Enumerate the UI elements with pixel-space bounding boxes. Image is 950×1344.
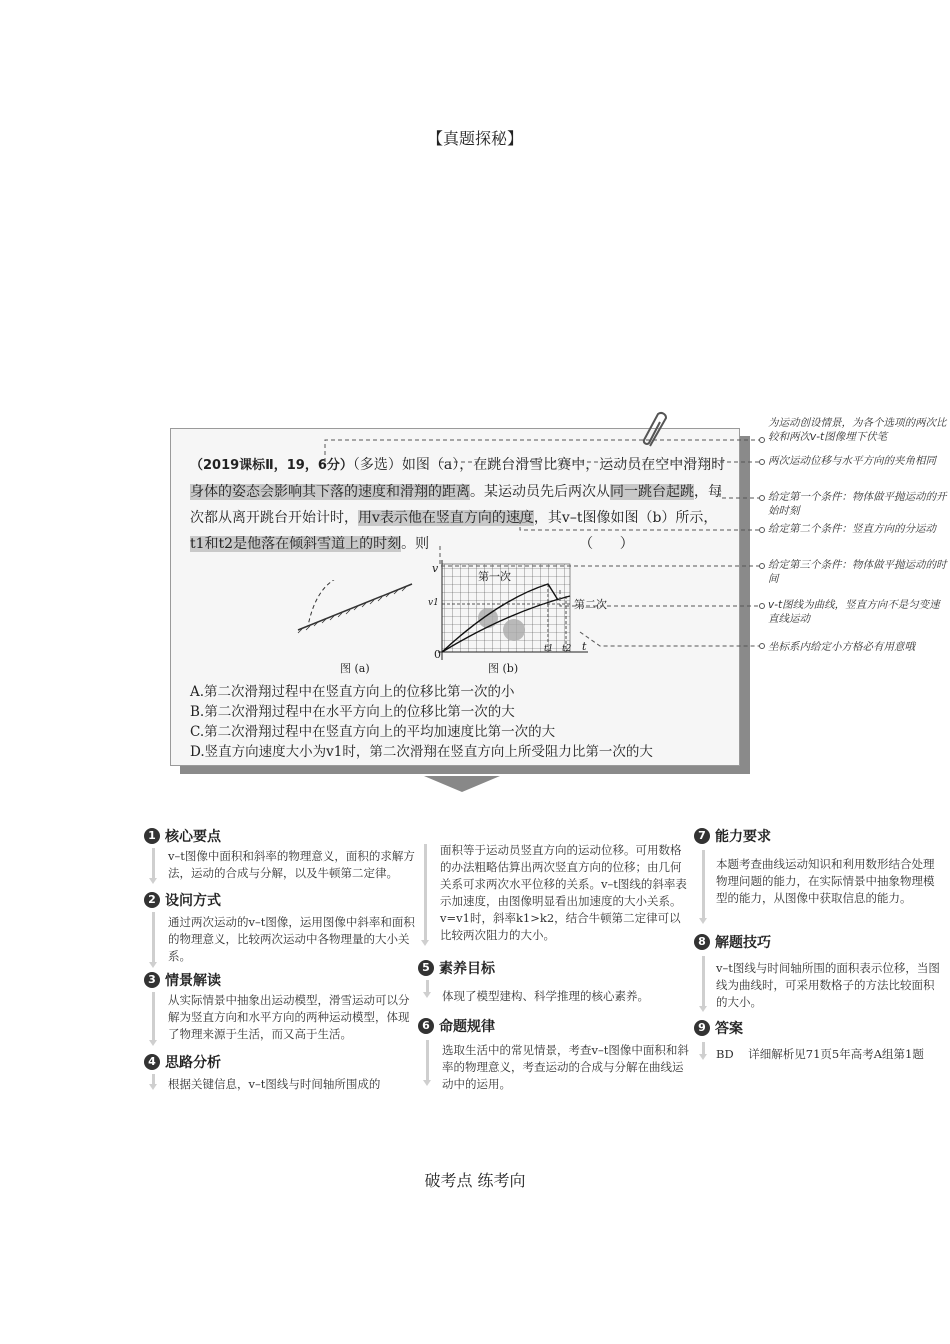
annotation-2: 两次运动位移与水平方向的夹角相同 (768, 455, 936, 467)
arrow-down-icon (702, 850, 705, 918)
section-5-body: 体现了模型建构、科学推理的核心素养。 (442, 989, 649, 1003)
arrow-down-icon (426, 980, 429, 992)
t-axis-label: t (582, 640, 587, 653)
arrow-down-icon (702, 956, 705, 1006)
section-6-title: 命题规律 (439, 1019, 495, 1035)
page-title: 【真题探秘】 (426, 129, 523, 148)
answer-paren: （ ） (579, 536, 634, 552)
second-label: 第二次 (574, 598, 607, 611)
stem-text-2: 。某运动员先后两次从 (470, 484, 610, 500)
annotation-7: 坐标系内给定小方格必有用意哦 (768, 641, 915, 653)
v-axis-label: v (432, 562, 439, 575)
annotation-6: v-t图线为曲线，竖直方向不是匀变速直线运动 (768, 599, 940, 625)
option-c: C.第二次滑翔过程中在竖直方向上的平均加速度比第一次的大 (190, 724, 556, 740)
section-7-body: 本题考查曲线运动知识和利用数形结合处理物理问题的能力，在实际情景中抽象物理模型的能力，从图像中获取信息的能力。 (716, 857, 935, 905)
section-7-number: 7 (694, 828, 710, 844)
t1-label: t1 (544, 644, 554, 654)
stem-text-5: 。则 (401, 536, 430, 552)
arrow-down-icon (702, 1042, 705, 1054)
option-d: D.竖直方向速度大小为v1时，第二次滑翔在竖直方向上所受阻力比第一次的大 (190, 744, 653, 760)
section-8-body: v–t图线与时间轴所围的面积表示位移，当图线为曲线时，可采用数格子的方法比较面积的大小。 (716, 961, 940, 1009)
section-5-number: 5 (418, 960, 434, 976)
problem-type: （多选） (352, 457, 402, 473)
section-8-header (694, 932, 771, 952)
section-3-number: 3 (144, 972, 160, 988)
section-1-header (144, 826, 221, 846)
option-a: A.第二次滑翔过程中在竖直方向上的位移比第一次的小 (190, 684, 515, 700)
arrow-down-icon (426, 1040, 429, 1080)
annotation-5: 给定第三个条件：物体做平抛运动的时间 (768, 559, 947, 585)
section-9-body: BD 详细解析见71页5年高考A组第1题 (716, 1047, 924, 1061)
section-2-title: 设问方式 (165, 893, 221, 909)
stem-text-4: ，其v–t图像如图（b）所示， (533, 510, 718, 526)
section-3-title: 情景解读 (165, 973, 221, 989)
section-8-title: 解题技巧 (715, 935, 771, 951)
section-6-header (418, 1016, 495, 1036)
section-9-number: 9 (694, 1020, 710, 1036)
footer-text: 破考点 练考向 (424, 1171, 526, 1190)
annotation-3: 给定第一个条件：物体做平抛运动的开始时刻 (768, 491, 947, 517)
highlight-2: 同一跳台起跳 (610, 484, 694, 500)
section-1-body: v–t图像中面积和斜率的物理意义，面积的求解方法，运动的合成与分解，以及牛顿第二定律。 (168, 849, 415, 880)
stem-text-3: ，每次都从离开跳台开始计时， (190, 484, 722, 526)
annotation-1: 为运动创设情景，为各个选项的两次比较和两次v-t图像埋下伏笔 (768, 417, 947, 443)
arrow-down-icon (152, 848, 155, 878)
down-arrow-icon (424, 776, 500, 792)
section-2-body: 通过两次运动的v–t图像，运用图像中斜率和面积的物理意义，比较两次运动中各物理量的大小关系。 (168, 915, 415, 963)
section-7-header (694, 826, 771, 846)
arrow-down-icon (152, 912, 155, 962)
section-5-title: 素养目标 (439, 961, 495, 977)
section-1-title: 核心要点 (165, 829, 221, 845)
arrow-down-icon (152, 992, 155, 1040)
section-9-title: 答案 (715, 1021, 743, 1037)
section-3-body: 从实际情景中抽象出运动模型，滑雪运动可以分解为竖直方向和水平方向的两种运动模型，体现了物理来源于生活，而又高于生活。 (168, 993, 410, 1041)
section-4-title: 思路分析 (165, 1055, 221, 1071)
section-6-body: 选取生活中的常见情景，考查v–t图像中面积和斜率的物理意义，考查运动的合成与分解在曲线运动中的运用。 (442, 1043, 689, 1091)
section-4-header (144, 1052, 221, 1072)
option-b: B.第二次滑翔过程中在水平方向上的位移比第一次的大 (190, 704, 515, 720)
highlight-1: 身体的姿态会影响其下落的速度和滑翔的距离 (190, 484, 470, 500)
section-1-number: 1 (144, 828, 160, 844)
figure-a-label: 图 (a) (340, 662, 370, 675)
section-7-title: 能力要求 (715, 829, 771, 845)
arrow-down-icon (152, 1074, 155, 1084)
section-2-number: 2 (144, 892, 160, 908)
section-4-body: 根据关键信息，v–t图线与时间轴所围成的 (168, 1077, 381, 1091)
arrow-down-icon (424, 844, 427, 940)
section-6-number: 6 (418, 1018, 434, 1034)
first-label: 第一次 (478, 570, 511, 583)
origin-label: 0 (434, 648, 441, 661)
highlight-3: 用v表示他在竖直方向的速度 (358, 510, 534, 526)
stem-text-1: 如图（a），在跳台滑雪比赛中，运动员在空中滑翔时 (401, 457, 726, 473)
problem-source: （2019课标Ⅱ，19，6分） (190, 458, 353, 473)
v1-label: v1 (428, 598, 439, 608)
section-8-number: 8 (694, 934, 710, 950)
t2-label: t2 (562, 644, 572, 654)
section-3-header (144, 970, 221, 990)
figure-b-label: 图 (b) (488, 662, 519, 675)
section-2-header (144, 890, 221, 910)
section-4-number: 4 (144, 1054, 160, 1070)
highlight-4: t1和t2是他落在倾斜雪道上的时刻 (190, 536, 402, 552)
section-9-header (694, 1018, 743, 1038)
section-5-header (418, 958, 495, 978)
annotation-4: 给定第二个条件：竖直方向的分运动 (768, 523, 936, 535)
section-4-body-cont: 面积等于运动员竖直方向的运动位移。可用数格的办法粗略估算出两次竖直方向的位移；由几何关系可求两次水平位移的关系。v–t图线的斜率表示加速度，由图像明显看出加速度的大小关系。v=v1时，斜率k1>k2，结合牛顿第二定律可以比较两次阻力的大小。 (440, 843, 687, 942)
